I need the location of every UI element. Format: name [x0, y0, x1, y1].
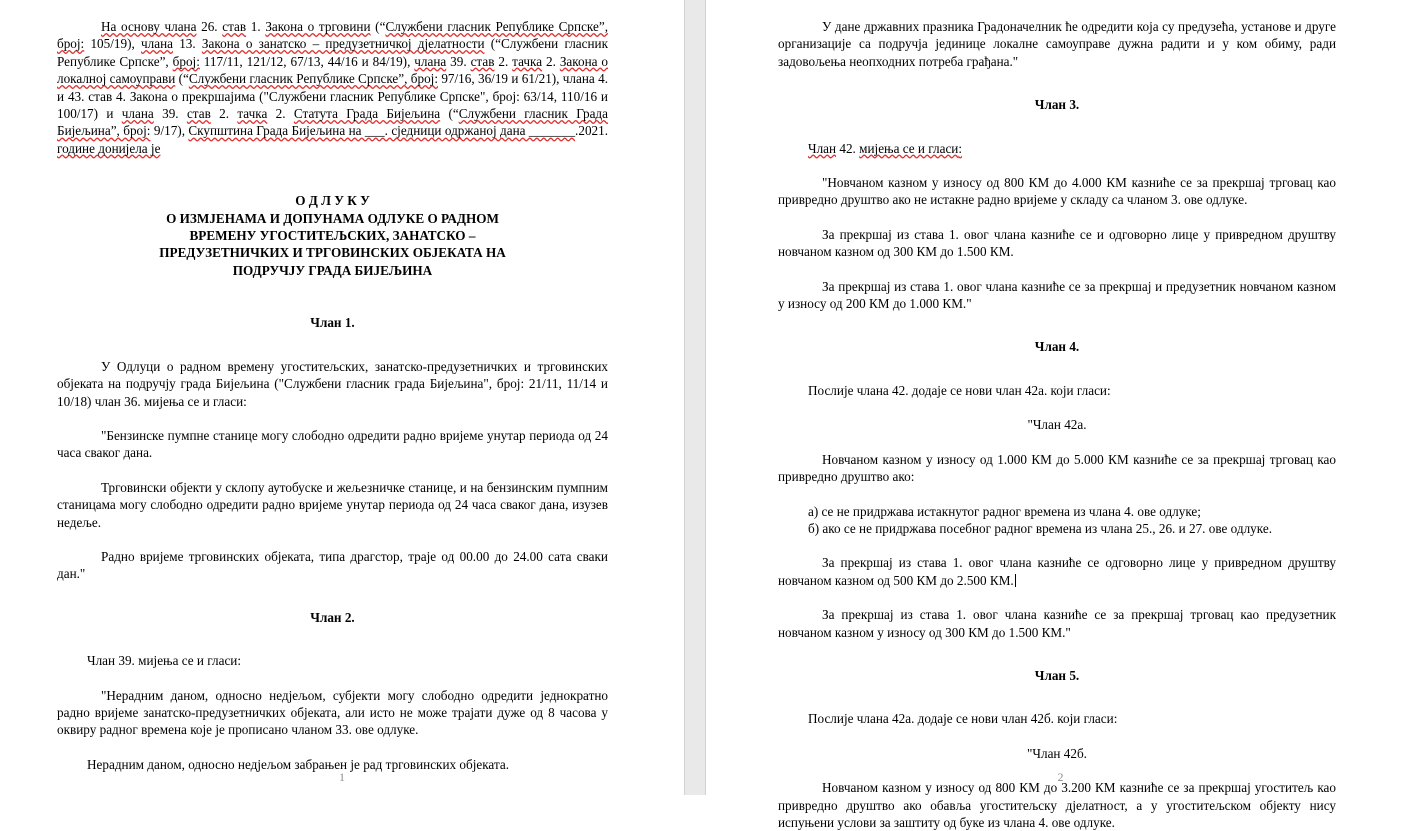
article-1-paragraph-4: Радно вријеме трговинских објеката, типа драгстор, траје од 00.00 до 24.00 сата сваки дан."	[57, 548, 608, 582]
article-4-paragraph-3: Новчаном казном у износу од 1.000 КМ до 5.000 КМ казниће се за прекршај трговац као привредно друштво ако:	[778, 451, 1336, 485]
preamble-seg-4: 1.	[246, 19, 266, 34]
preamble-seg-9: члана	[141, 36, 173, 52]
article-5-paragraph-1: Послије члана 42а. додаје се нови члан 42б. који гласи:	[808, 711, 1118, 727]
article-2-paragraph-2: "Нерадним даном, односно недјељом, субјекти могу слободно одредити једнократно радно вријеме занатско-предузетничких објеката, али исто не може трајати дуже од 8 часова у оквиру радног времена које је прописано чланом 33. ове одлуке.	[57, 687, 608, 738]
preamble-seg-35: Скупштина Града Бијељина на ___. сједници одржаној дана _______	[188, 123, 576, 139]
preamble-seg-27: став	[186, 106, 211, 122]
preamble-seg-37: године донијела је	[57, 140, 161, 156]
preamble-seg-7: Службени гласник Републике Српске”, број:	[57, 19, 609, 52]
preamble-seg-22: (“	[175, 71, 189, 87]
article-1-heading: Члан 1.	[310, 315, 355, 331]
document-title-line-2: О ИЗМЈЕНАМА И ДОПУНАМА ОДЛУКЕ О РАДНОМ	[166, 210, 499, 226]
article-4-paragraph-1: Послије члана 42. додаје се нови члан 42а. који гласи:	[808, 382, 1111, 398]
document-title-line-3: ВРЕМЕНУ УГОСТИТЕЉСКИХ, ЗАНАТСКО –	[189, 228, 476, 244]
preamble-seg-32: (“	[440, 106, 459, 122]
preamble-seg-14: 117/11, 121/12, 67/13, 44/16 и 84/19),	[199, 53, 415, 69]
article-3-paragraph-2: За прекршај из става 1. овог члана казниће се и одговорно лице у привредном друштву новчаном казном од 300 КМ до 1.500 КМ.	[778, 226, 1336, 260]
document-title	[57, 192, 608, 279]
preamble-seg-20: 2.	[542, 53, 560, 69]
preamble-seg-19: тачка	[512, 53, 543, 69]
preamble-seg-31: Статута Града Бијељина	[293, 106, 441, 122]
article-4-new-article-label: "Члан 42а.	[1027, 417, 1087, 433]
article-4-heading: Члан 4.	[1034, 339, 1080, 355]
article-5-new-article-label: "Члан 42б.	[1027, 745, 1087, 761]
preamble-seg-36: .2021.	[575, 123, 609, 139]
preamble-seg-1: На основу члана	[101, 19, 197, 34]
preamble-seg-6: (“	[370, 19, 386, 34]
article-3-heading: Члан 3.	[1034, 97, 1080, 113]
preamble-seg-12: (“Службени гласник Републике Српске”,	[57, 36, 609, 69]
preamble-seg-10: 13.	[172, 36, 202, 52]
text-cursor	[1015, 574, 1016, 587]
preamble-seg-17: став	[470, 53, 495, 69]
preamble-seg-16: 39.	[446, 53, 471, 69]
preamble-seg-8: 105/19),	[84, 36, 141, 52]
article-2-paragraph-1: Члан 39. мијења се и гласи:	[87, 653, 242, 669]
preamble-seg-26: 39.	[153, 106, 187, 122]
article-3-lead-seg-2: 42.	[836, 140, 860, 156]
preamble-seg-33: Службени гласник Града Бијељина”, број:	[57, 106, 608, 139]
preamble-seg-28: 2.	[210, 106, 238, 122]
document-title-line-1: О Д Л У К У	[295, 193, 370, 209]
preamble-seg-15: члана	[414, 53, 447, 69]
preamble-paragraph	[57, 18, 608, 157]
preamble-seg-30: 2.	[267, 106, 294, 122]
preamble-seg-34: 9/17),	[150, 123, 189, 139]
preamble-seg-29: тачка	[237, 106, 268, 122]
page-2-content	[778, 18, 1336, 831]
article-2-heading: Члан 2.	[310, 609, 355, 625]
article-3-paragraph-3: За прекршај из става 1. овог члана казниће се за прекршај и предузетник новчаном казном у износу од 200 КМ до 1.000 КМ."	[778, 278, 1336, 312]
article-3-lead-seg-4: :	[958, 140, 963, 156]
preamble-seg-5: Закона о трговини	[265, 19, 371, 34]
article-3-paragraph-1: "Новчаном казном у износу од 800 КМ до 4.000 КМ казниће се за прекршај трговац као привредно друштво ако не истакне радно вријеме у складу са чланом 3. ове одлуке.	[778, 175, 1336, 208]
preamble-seg-2: 26.	[196, 19, 223, 34]
page-divider	[684, 0, 706, 795]
page-1-number: 1	[339, 770, 345, 784]
article-3-lead-seg-3: мијења се и гласи	[859, 140, 959, 156]
preamble-seg-25: члана	[121, 106, 154, 122]
article-4-paragraph-4-text: За прекршај из става 1. овог члана казниће се одговорно лице у привредном друштву новчаном казном од 500 КМ до 2.500 КМ.	[778, 555, 1336, 588]
preamble-seg-18: 2.	[494, 53, 513, 69]
page-1-content	[57, 18, 608, 773]
article-3-lead-seg-1: Члан	[808, 140, 837, 156]
article-4-item-b: б) ако се не придржава посебног радног времена из члана 25., 26. и 27. ове одлуке.	[808, 520, 1272, 536]
document-title-line-5: ПОДРУЧЈУ ГРАДА БИЈЕЉИНА	[232, 262, 433, 278]
article-4-paragraph-4	[778, 554, 1336, 589]
document-page-1[interactable]	[0, 0, 684, 795]
preamble-seg-3: став	[222, 19, 247, 34]
article-3-lead	[778, 140, 1336, 157]
preamble-seg-13: број:	[172, 53, 200, 69]
document-title-line-4: ПРЕДУЗЕТНИЧКИХ И ТРГОВИНСКИХ ОБЈЕКАТА НА	[159, 245, 506, 261]
preamble-seg-24: 97/16, 36/19 и 61/21), члана 4. и 43. став 4. Закона о прекршајима ("Службени гласник Републике Српске", број: 63/14, 110/16 и 100/17) и	[57, 71, 608, 122]
preamble-seg-23: Службени гласник Републике Српске”, број:	[188, 71, 438, 87]
article-5-heading: Члан 5.	[1034, 667, 1080, 683]
article-2-paragraph-3: Нерадним даном, односно недјељом забрањен је рад трговинских објеката.	[87, 756, 510, 772]
preamble-seg-21: Закона о локалној самоуправи	[57, 53, 609, 87]
article-1-paragraph-2: "Бензинске пумпне станице могу слободно одредити радно вријеме унутар периода од 24 часа сваког дана.	[57, 427, 608, 461]
page-2-continuation-paragraph: У дане државних празника Градоначелник ће одредити која су предузећа, установе и друге организације са подручја јединице локалне самоуправе дужна радити и у ком обиму, ради задовољења неопходних потреба грађана."	[778, 19, 1336, 69]
article-4-paragraph-5: За прекршај из става 1. овог члана казниће се за прекршај трговац као предузетник новчаном казном у износу од 300 КМ до 1.500 КМ."	[778, 607, 1336, 640]
article-5-paragraph-3: Новчаном казном у износу од 800 КМ до 3.200 КМ казниће се за прекршај угоститељ као привредно друштво ако обавља угоститељску дјелатност, а у угоститељском објекту нису испуњени услови за заштиту од буке из члана 4. ове одлуке.	[778, 780, 1336, 830]
article-1-paragraph-3: Трговински објекти у склопу аутобуске и жељезничке станице, и на бензинским пумпним станицама могу слободно одредити радно вријеме унутар периода од 24 часа сваког дана, изузев недеље.	[57, 479, 608, 530]
article-1-paragraph-1: У Одлуци о радном времену угоститељских, занатско-предузетничких и трговинских објеката на подручју града Бијељина ("Службени гласник града Бијељина", број: 21/11, 11/14 и 10/18) члан 36. мијења се и гласи:	[57, 358, 608, 409]
document-page-2[interactable]	[706, 0, 1415, 830]
preamble-seg-11: Закона о занатско – предузетничкој дјелатности	[201, 36, 485, 52]
page-2-number: 2	[1057, 770, 1064, 784]
article-4-item-a: а) се не придржава истакнутог радног времена из члана 4. ове одлуке;	[808, 503, 1201, 519]
